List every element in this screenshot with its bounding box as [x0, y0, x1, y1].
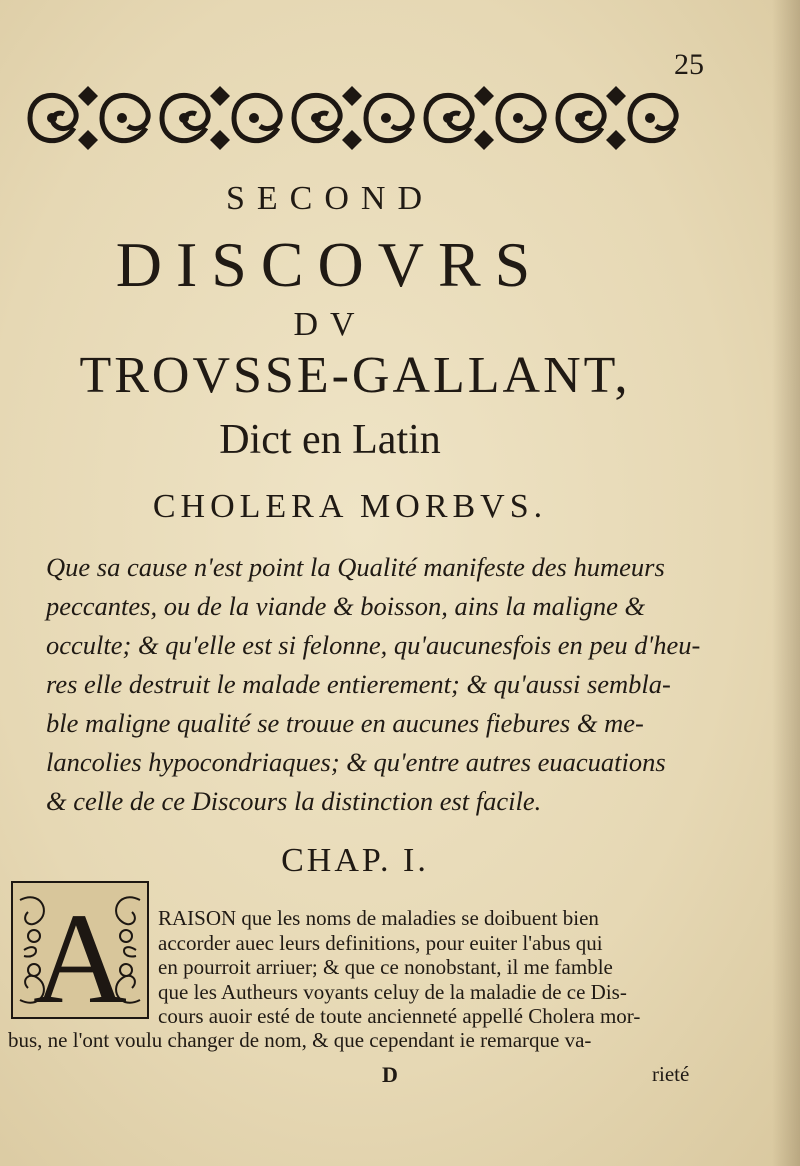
body-line-full-width: bus, ne l'ont voulu changer de nom, & que cependant ie remarque va-	[8, 1028, 592, 1052]
chapter-body	[158, 906, 698, 1029]
catchword: rieté	[652, 1062, 690, 1086]
chapter-heading: CHAP. I.	[281, 842, 429, 879]
printers-ornament-band	[22, 78, 690, 158]
summary-line: peccantes, ou de la viande & boisson, ains la maligne &	[46, 591, 646, 621]
title-second: SECOND	[225, 180, 435, 217]
page-number: 25	[674, 48, 704, 81]
title-trousse-gallant: TROVSSE-GALLANT,	[79, 347, 631, 404]
summary-line: lancolies hypocondriaques; & qu'entre autres euacuations	[46, 747, 666, 777]
body-line: en pourroit arriuer; & que ce nonobstant, il me famble	[158, 955, 613, 979]
summary-line: & celle de ce Discours la distinction est facile.	[46, 786, 542, 816]
title-discovrs: DISCOVRS	[115, 229, 545, 300]
summary-line: occulte; & qu'elle est si felonne, qu'aucunesfois en peu d'heu-	[46, 630, 701, 660]
summary-line: ble maligne qualité se trouue en aucunes fiebures & me-	[46, 708, 644, 738]
title-cholera-morbus: CHOLERA MORBVS.	[152, 488, 548, 525]
body-line: cours auoir esté de toute ancienneté appellé Cholera mor-	[158, 1004, 641, 1028]
drop-cap-letter: A	[33, 887, 127, 1020]
title-dict-en-latin: Dict en Latin	[219, 417, 441, 463]
title-dv: DV	[293, 306, 367, 343]
chapter-summary	[46, 548, 702, 821]
page-edge-shadow	[772, 0, 800, 1166]
drop-cap-ornament	[10, 880, 150, 1020]
body-line: accorder auec leurs definitions, pour euiter l'abus qui	[158, 930, 603, 955]
body-line: RAISON que les noms de maladies se doibuent bien	[158, 906, 599, 930]
summary-line: res elle destruit le malade entierement; & qu'aussi sembla-	[46, 669, 671, 699]
summary-line: Que sa cause n'est point la Qualité manifeste des humeurs	[46, 552, 665, 582]
signature-mark: D	[382, 1062, 398, 1087]
body-line: que les Autheurs voyants celuy de la maladie de ce Dis-	[158, 979, 627, 1004]
